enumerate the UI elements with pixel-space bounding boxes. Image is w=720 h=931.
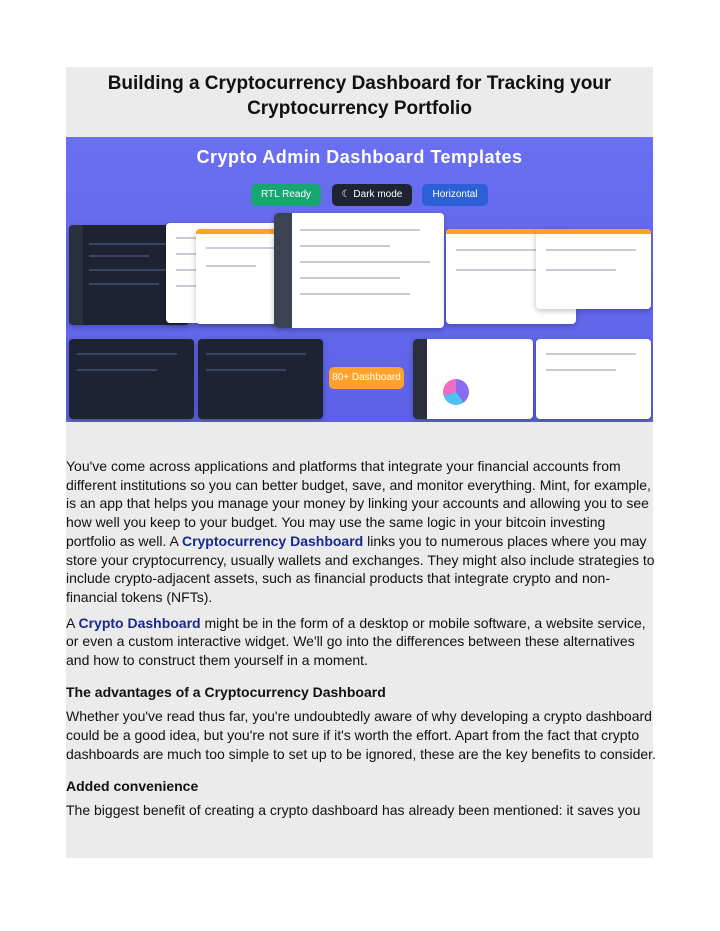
rtl-ready-badge: RTL Ready bbox=[251, 184, 321, 206]
crypto-dashboard-link[interactable]: Crypto Dashboard bbox=[78, 614, 201, 631]
horizontal-badge: Horizontal bbox=[422, 184, 488, 206]
heading-convenience: Added convenience bbox=[66, 777, 199, 794]
page-title bbox=[66, 68, 653, 121]
cryptocurrency-dashboard-link[interactable]: Cryptocurrency Dashboard bbox=[181, 532, 364, 549]
dashboard-count-badge: 80+ Dashboard bbox=[329, 367, 404, 389]
heading-advantages: The advantages of a Cryptocurrency Dashboard bbox=[66, 683, 386, 700]
dashboard-mockup-dark-3 bbox=[198, 339, 323, 419]
hero-heading: Crypto Admin Dashboard Templates bbox=[196, 147, 523, 167]
hero-image bbox=[66, 137, 653, 422]
intro-text-end: links you to numerous places where you may store your cryptocurrency, usually wallets and exchanges. They might also include strategies to include crypto-adjacent assets, such as financial products that integrate crypto and non-financial tokens (NFTs). bbox=[66, 532, 655, 605]
dark-mode-label: Dark mode bbox=[353, 189, 403, 200]
dashboard-mockup-dark-2 bbox=[69, 339, 194, 419]
intro-text-start: You've come across applications and platforms that integrate your financial accounts from different institutions so you can better budget, save, and monitor everything. Mint, for example, is an app that helps you manage your money by linking your accounts and allowing you to see how well you keep to your budget. You may use the same logic in your bitcoin investing portfolio as well. A bbox=[66, 458, 651, 549]
article-body bbox=[66, 457, 656, 827]
dark-mode-badge bbox=[332, 184, 412, 206]
dashboard-mockup-light-5 bbox=[536, 339, 651, 419]
forms-text-start: A bbox=[66, 614, 79, 631]
dashboard-mockup-center bbox=[274, 213, 444, 328]
forms-text-end: might be in the form of a desktop or mobile software, a website service, or even a custom interactive widget. We'll go into the differences between these alternatives and how to construct them yourself in a moment. bbox=[66, 614, 646, 669]
paragraph-convenience: The biggest benefit of creating a crypto dashboard has already been mentioned: it saves you bbox=[66, 802, 641, 819]
title-line-1: Building a Cryptocurrency Dashboard for Tracking your bbox=[107, 73, 612, 94]
paragraph-forms bbox=[66, 614, 656, 670]
dashboard-mockup-light-4 bbox=[413, 339, 533, 419]
dashboard-mockup-light-3 bbox=[536, 229, 651, 309]
paragraph-advantages: Whether you've read thus far, you're undoubtedly aware of why developing a crypto dashboard could be a good idea, but you're not sure if it's worth the effort. Apart from the fact that crypto dashboards are much too simple to set up to be ignored, these are the key benefits to consider. bbox=[66, 708, 656, 762]
title-line-2: Cryptocurrency Portfolio bbox=[247, 98, 472, 119]
paragraph-intro bbox=[66, 457, 656, 607]
moon-icon: ☾ bbox=[341, 189, 351, 200]
